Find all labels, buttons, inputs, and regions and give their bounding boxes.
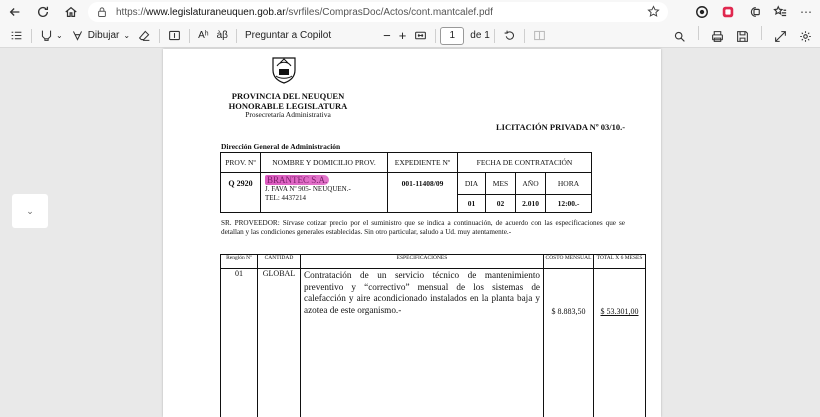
direccion-title: Dirección General de Administración <box>221 142 341 151</box>
toolbar-divider <box>494 29 495 43</box>
read-aloud-button[interactable]: Aʰ <box>198 30 209 41</box>
items-table <box>220 254 646 417</box>
settings-gear-icon[interactable] <box>795 26 816 46</box>
toolbar-divider <box>698 26 699 40</box>
refresh-icon[interactable] <box>32 1 54 23</box>
search-icon[interactable] <box>669 26 690 46</box>
header-anio: AÑO <box>516 173 546 195</box>
page-number-input[interactable]: 1 <box>440 27 464 45</box>
item-renglon: 01 <box>221 269 258 417</box>
toolbar-divider <box>761 26 762 40</box>
home-icon[interactable] <box>60 1 82 23</box>
zoom-out-icon[interactable]: − <box>383 28 391 43</box>
proveedor-paragraph: SR. PROVEEDOR: Sírvase cotizar precio por el suministro que se indica a continuación, de acuerdo con las especificaciones que se detallan y las condiciones generales establecidas. Sin otro particular, saludo a Ud. muy atentamente.- <box>221 219 625 236</box>
highlight-icon[interactable]: ⌄ <box>36 26 67 46</box>
url-scheme: https:// <box>116 6 147 18</box>
items-header-total: TOTAL X 6 MESES <box>594 255 646 269</box>
items-header-especificaciones: ESPECIFICACIONES <box>301 255 544 269</box>
url-path: /svrfiles/ComprasDoc/Actos/cont.mantcalef.pdf <box>285 6 493 18</box>
eraser-icon[interactable] <box>134 26 155 46</box>
fecha-anio: 2.010 <box>516 195 546 213</box>
header-dia: DIA <box>458 173 486 195</box>
back-icon[interactable] <box>4 1 26 23</box>
header-hora: HORA <box>546 173 592 195</box>
item-costo: $ 8.883,50 <box>544 269 594 417</box>
sidebar-toggle[interactable] <box>12 194 48 228</box>
toolbar-divider <box>31 29 32 43</box>
toolbar-divider <box>435 29 436 43</box>
page-total: de 1 <box>470 30 490 41</box>
url-host: www.legislaturaneuquen.gob.ar <box>146 6 286 18</box>
favorite-star-icon[interactable] <box>647 5 660 18</box>
toolbar-divider <box>159 29 160 43</box>
secretary-subtitle: Prosecretaría Administrativa <box>245 110 331 119</box>
ask-copilot-button[interactable]: Preguntar a Copilot <box>244 30 332 41</box>
translate-button[interactable]: àβ <box>216 30 228 41</box>
pdf-page <box>163 49 661 417</box>
licitacion-title: LICITACIÓN PRIVADA Nº 03/10.- <box>496 122 626 132</box>
items-header-costo: COSTO MENSUAL <box>544 255 594 269</box>
fecha-dia: 01 <box>458 195 486 213</box>
company-phone: TEL: 4437214 <box>265 194 307 202</box>
fullscreen-icon[interactable] <box>770 26 791 46</box>
save-icon[interactable] <box>732 26 753 46</box>
toolbar-divider <box>524 29 525 43</box>
url-field[interactable] <box>88 2 668 22</box>
more-icon[interactable]: ⋯ <box>800 5 812 19</box>
chevron-down-icon: ⌄ <box>26 205 34 216</box>
favorites-icon[interactable] <box>770 2 790 22</box>
fit-page-icon[interactable] <box>410 26 431 46</box>
company-name: BRANTEC S.A. <box>267 175 328 185</box>
draw-icon <box>71 29 84 42</box>
legislature-title: HONORABLE LEGISLATURA <box>228 101 348 111</box>
items-header-cantidad: CANTIDAD <box>258 255 301 269</box>
header-prov: PROV. Nº <box>221 153 261 173</box>
toolbar-divider <box>189 29 190 43</box>
contents-icon[interactable] <box>6 26 27 46</box>
company-address: J. FAVA Nº 905- NEUQUEN.- <box>265 185 351 193</box>
split-screen-icon[interactable] <box>744 2 764 22</box>
fecha-hora: 12:00.- <box>546 195 592 213</box>
header-nombre: NOMBRE Y DOMICILIO PROV. <box>261 153 388 173</box>
extension-circle-icon[interactable] <box>692 2 712 22</box>
extension-red-icon[interactable] <box>718 2 738 22</box>
header-expediente: EXPEDIENTE Nº <box>388 153 458 173</box>
prov-number: Q 2920 <box>221 173 261 213</box>
expediente-number: 001-11408/09 <box>388 173 458 213</box>
print-icon[interactable] <box>707 26 728 46</box>
page-view-icon[interactable] <box>529 26 550 46</box>
province-title: PROVINCIA DEL NEUQUEN <box>231 91 345 101</box>
rotate-icon[interactable] <box>499 26 520 46</box>
item-total: $ 53.301,00 <box>594 269 646 417</box>
toolbar-divider <box>236 29 237 43</box>
lock-icon[interactable] <box>96 6 108 18</box>
items-header-renglon: Renglón Nº <box>221 255 258 269</box>
header-mes: MES <box>486 173 516 195</box>
crest-logo-icon <box>270 54 298 84</box>
pdf-toolbar <box>0 24 820 48</box>
header-fecha: FECHA DE CONTRATACIÓN <box>458 153 592 173</box>
browser-address-bar <box>0 0 820 24</box>
fecha-mes: 02 <box>486 195 516 213</box>
item-especificacion: Contratación de un servicio técnico de mantenimiento preventivo y “correctivo” mensual de los sistemas de calefacción y aire acondicionado instalados en la planta baja y azotea de este organismo.- <box>301 269 544 417</box>
item-cantidad: GLOBAL <box>258 269 301 417</box>
text-box-icon[interactable] <box>164 26 185 46</box>
zoom-in-icon[interactable]: + <box>398 28 407 43</box>
draw-button[interactable]: Dibujar ⌄ <box>67 26 134 46</box>
draw-label: Dibujar <box>87 30 120 41</box>
contract-header-table <box>220 152 592 213</box>
